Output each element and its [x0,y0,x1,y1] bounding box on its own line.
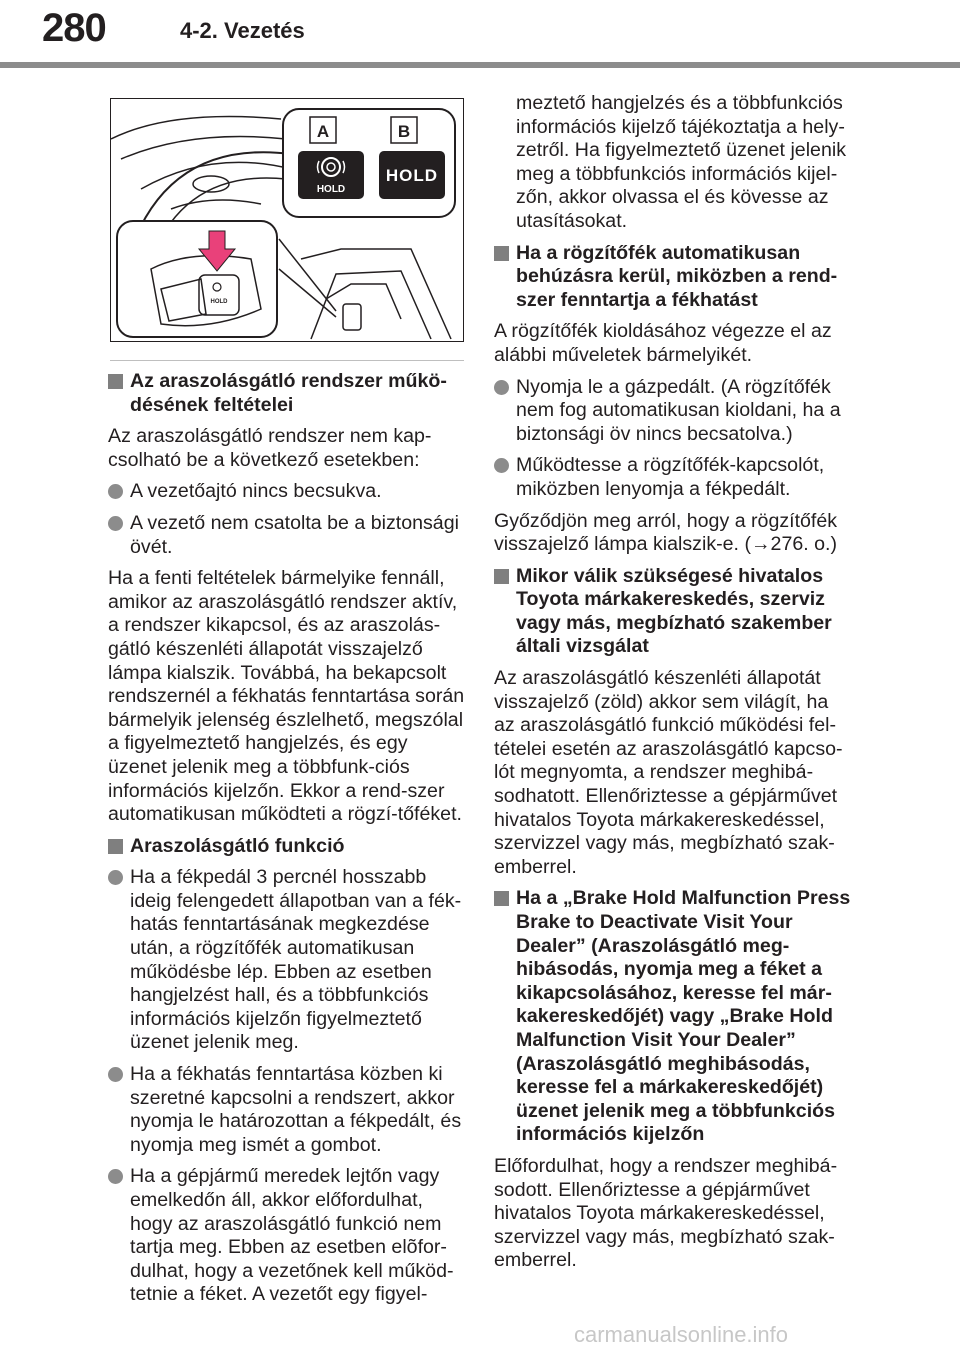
circle-bullet-icon [108,1169,123,1184]
circle-bullet-icon [108,484,123,499]
heading-text: Mikor válik szükségesé hivatalos Toyota márkakereskedés, szerviz vagy más, megbízható szakember általi vizsgálat [516,564,832,658]
paragraph: Ha a fenti feltételek bármelyike fennáll, amikor az araszolásgátló rendszer aktív, a rendszer kikapcsol, és az araszolás-gátló készenléti állapotát visszajelző lámpa kialszik. Továbbá, ha bekapcsolt rendszernél a fékhatás fenntartása során bármelyik jelenség észlelhető, megszólal a figyelmeztető hangjelzés, és egy üzenet jelenik meg a többfunk-ciós információs kijelzőn. Ekkor a rend-szer automatikusan működteti a rögzí-tőféket. [108,567,465,826]
bullet-text: Működtesse a rögzítőfék-kapcsolót, miközben lenyomja a fékpedált. [516,454,825,500]
paragraph: Győződjön meg arról, hogy a rögzítőfék visszajelző lámpa kialszik-e. (→276. o.) [494,509,838,556]
bullet-item [494,454,854,501]
bullet-text: A vezető nem csatolta be a biztonsági övét. [130,511,459,558]
illustration-svg [111,99,463,341]
callout-label-b: B [397,122,411,141]
right-column [494,92,854,1281]
bullet-item [108,1063,468,1157]
bullet-item [108,1165,468,1307]
dashboard-illustration [110,98,464,342]
circle-bullet-icon [108,516,123,531]
square-bullet-icon [108,374,123,389]
heading-text: Ha a rögzítőfék automatikusan behúzásra kerül, miközben a rend-szer fenntartja a fékhatást [516,241,838,311]
heading-parking-brake-auto [494,242,854,313]
bullet-item [108,866,468,1055]
paragraph: Előfordulhat, hogy a rendszer meghibá-sodott. Ellenőriztesse a gépjárművet hivatalos Toyota márkakereskedéssel, szervizzel vagy más, megbízható szak-emberrel. [494,1154,838,1272]
circle-bullet-icon [108,870,123,885]
paragraph: Az araszolásgátló készenléti állapotát visszajelző (zöld) akkor sem világít, ha az araszolásgátló funkció működési fel-tételei esetén az araszolásgátló kapcso-lót megnyomta, a rendszer meghibá-sodhatott. Ellenőriztesse a gépjárművet hivatalos Toyota márkakereskedéssel, szervizzel vagy más, megbízható szak-emberrel. [494,667,843,878]
paragraph: A rögzítőfék kioldásához végezze el az alábbi műveletek bármelyikét. [494,320,832,366]
page-number: 280 [42,6,106,50]
callout-label-a: A [316,122,330,141]
bullet-text: Ha a fékhatás fenntartása közben ki szeretné kapcsolni a rendszert, akkor nyomja le határozottan a fékpedált, és nyomja meg ismét a gombot. [130,1063,462,1156]
circle-bullet-icon [494,380,509,395]
hold-indicator-b-text: HOLD [385,166,439,185]
heading-operating-conditions [108,370,468,417]
bullet-text: Nyomja le a gázpedált. (A rögzítőfék nem fog automatikusan kioldani, ha a biztonsági öv nincs becsatolva.) [516,375,841,445]
switch-hold-text: HOLD [210,299,228,305]
heading-inspection [494,565,854,659]
square-bullet-icon [494,891,509,906]
square-bullet-icon [494,569,509,584]
watermark: carmanualsonline.info [574,1322,789,1347]
bullet-item [108,512,468,559]
bullet-continuation: meztető hangjelzés és a többfunkciós információs kijelző tájékoztatja a hely-zetről. Ha figyelmeztető üzenet jelenik meg a többfunkciós információs kijel-zőn, akkor olvassa el és kövesse az utasításokat. [516,92,846,232]
section-title: 4-2. Vezetés [180,18,305,43]
bullet-text: A vezetőajtó nincs becsukva. [130,480,382,503]
circle-bullet-icon [108,1067,123,1082]
bullet-item [494,376,854,447]
circle-bullet-icon [494,458,509,473]
page-header [0,0,960,62]
bullet-text: Ha a gépjármű meredek lejtőn vagy emelkedőn áll, akkor előfordulhat, hogy az araszolásgátló funkció nem tartja meg. Ebben az esetben elõfor-dulhat, hogy a vezetőnek kell működ-tetnie a féket. A vezetőt egy figyel- [130,1165,454,1306]
heading-malfunction-message [494,887,854,1147]
paragraph: Az araszolásgátló rendszer nem kap-csolható be a következő esetekben: [108,425,432,471]
heading-text: Araszolásgátló funkció [130,834,345,857]
left-column [108,366,468,1315]
header-rule [0,62,960,68]
square-bullet-icon [494,246,509,261]
heading-brake-hold-function [108,835,468,859]
bullet-text: Ha a fékpedál 3 percnél hosszabb ideig felengedett állapotban van a fék-hatás fenntartásának megkezdése után, a rögzítőfék automatikusan működésbe lép. Ebben az esetben hangjelzést hall, és a többfunkciós információs kijelzőn figyelmeztető üzenet jelenik meg. [130,866,462,1054]
heading-text: Az araszolásgátló rendszer műkö-désének feltételei [130,370,447,416]
figure-divider [110,360,464,361]
heading-text: Ha a „Brake Hold Malfunction Press Brake to Deactivate Visit Your Dealer” (Araszolásgátló meg-hibásodás, nyomja meg a féket a kikapcsolásához, keresse fel már-kakereskedőjét) vagy „Brake Hold Malfunction Visit Your Dealer” (Araszolásgátló meghibásodás, keresse fel a márkakereskedőjét) üzenet jelenik meg a többfunkciós információs kijelzőn [516,887,851,1146]
hold-indicator-a-text: HOLD [316,184,346,195]
square-bullet-icon [108,839,123,854]
bullet-item [108,480,468,504]
